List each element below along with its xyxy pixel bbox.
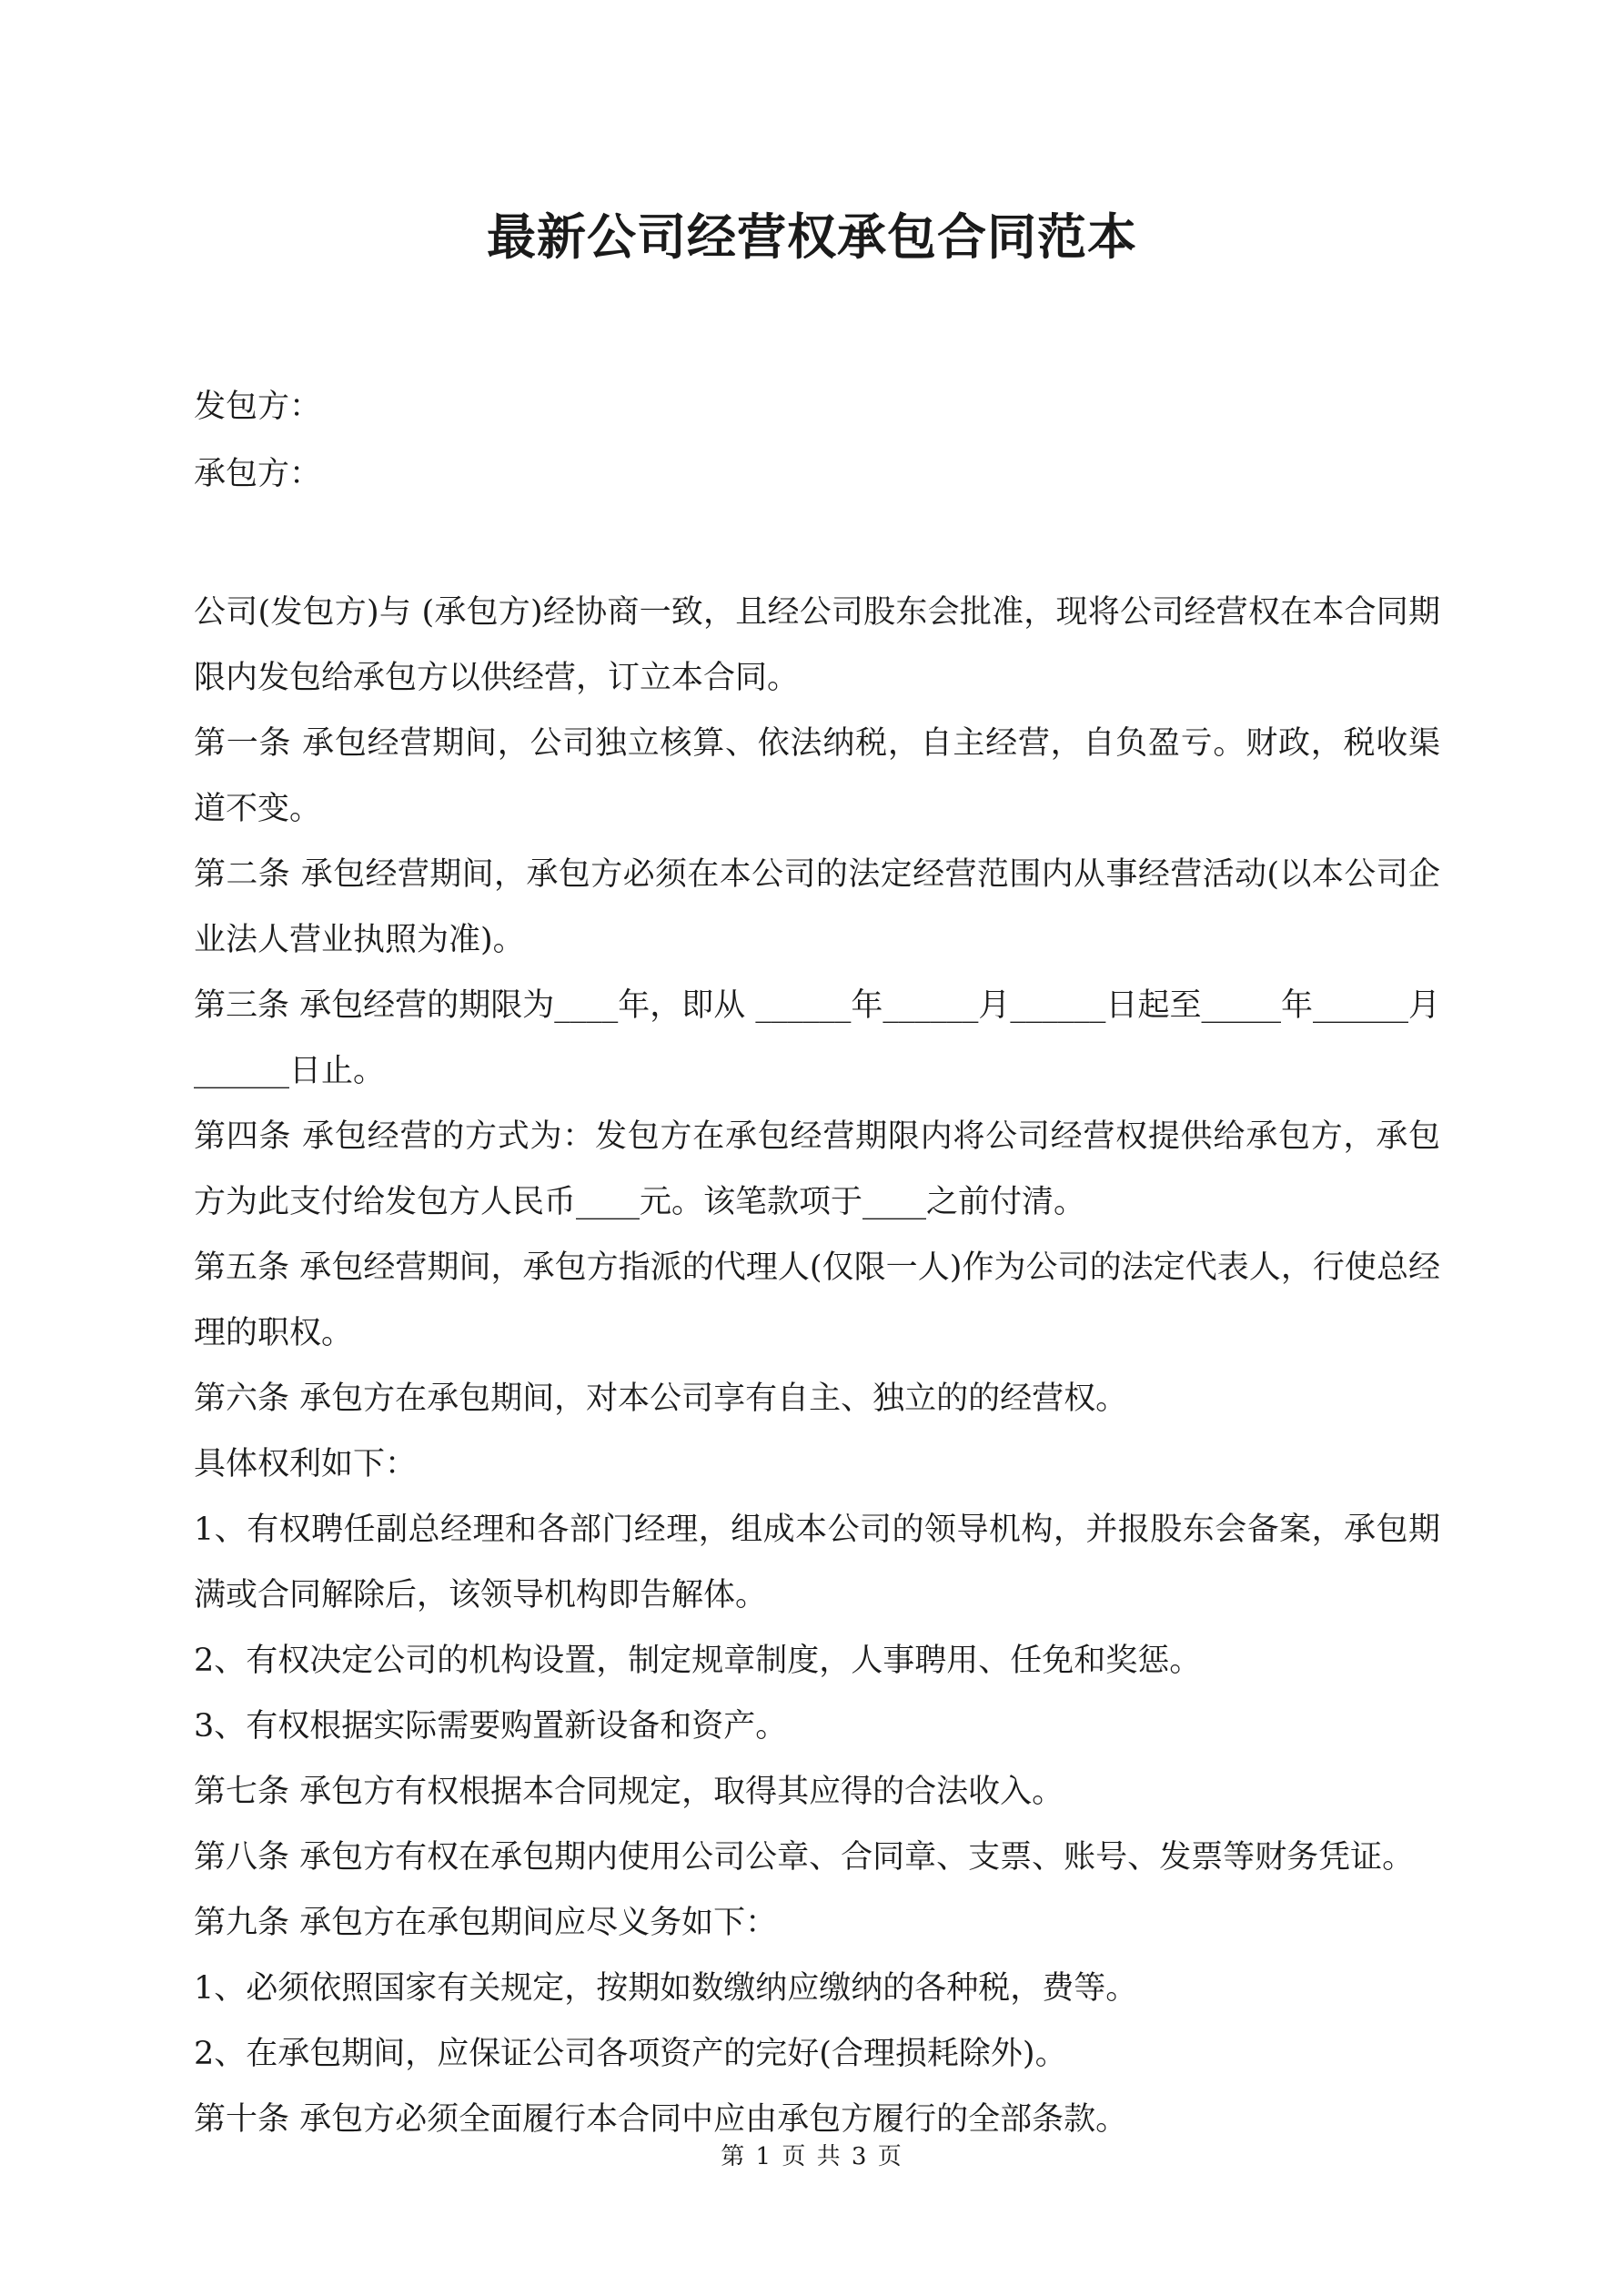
paragraph-article-2: 第二条 承包经营期间，承包方必须在本公司的法定经营范围内从事经营活动(以本公司企业法人营业执照为准)。: [194, 856, 1440, 958]
paragraph-duty-2: 2、在承包期间，应保证公司各项资产的完好(合理损耗除外)。: [194, 2036, 1067, 2072]
issuer-label: 发包方：: [194, 389, 322, 425]
paragraph-article-4: 第四条 承包经营的方式为：发包方在承包经营期限内将公司经营权提供给承包方，承包方为此支付给发包方人民币____元。该笔款项于____之前付清。: [194, 1118, 1440, 1220]
contractor-label: 承包方：: [194, 456, 322, 492]
paragraph-duty-1: 1、必须依照国家有关规定，按期如数缴纳应缴纳的各种税，费等。: [194, 1970, 1138, 2007]
paragraph-intro: 公司(发包方)与 (承包方)经协商一致，且经公司股东会批准，现将公司经营权在本合同期限内发包给承包方以供经营，订立本合同。: [194, 594, 1440, 696]
paragraph-article-1: 第一条 承包经营期间，公司独立核算、依法纳税，自主经营，自负盈亏。财政，税收渠道不变。: [194, 725, 1440, 827]
paragraph-article-10: 第十条 承包方必须全面履行本合同中应由承包方履行的全部条款。: [194, 2101, 1128, 2138]
page-footer: 第 1 页 共 3 页: [721, 2143, 903, 2170]
document-title: 最新公司经营权承包合同范本: [487, 207, 1137, 266]
paragraph-article-5: 第五条 承包经营期间，承包方指派的代理人(仅限一人)作为公司的法定代表人，行使总经理的职权。: [194, 1249, 1440, 1351]
paragraph-article-9: 第九条 承包方在承包期间应尽义务如下：: [194, 1905, 778, 1941]
paragraph-article-3: 第三条 承包经营的期限为____年，即从 ______年______月______日起至_____年______月______日止。: [194, 987, 1440, 1089]
paragraph-rights-heading: 具体权利如下：: [194, 1446, 418, 1482]
paragraph-right-3: 3、有权根据实际需要购置新设备和资产。: [194, 1708, 788, 1745]
paragraph-right-1: 1、有权聘任副总经理和各部门经理，组成本公司的领导机构，并报股东会备案，承包期满或合同解除后，该领导机构即告解体。: [194, 1512, 1440, 1613]
paragraph-article-7: 第七条 承包方有权根据本合同规定，取得其应得的合法收入。: [194, 1774, 1064, 1810]
contract-body: [194, 580, 1440, 2152]
paragraph-right-2: 2、有权决定公司的机构设置，制定规章制度，人事聘用、任免和奖惩。: [194, 1643, 1202, 1679]
paragraph-article-8: 第八条 承包方有权在承包期内使用公司公章、合同章、支票、账号、发票等财务凭证。: [194, 1839, 1415, 1876]
paragraph-article-6: 第六条 承包方在承包期间，对本公司享有自主、独立的的经营权。: [194, 1381, 1128, 1417]
